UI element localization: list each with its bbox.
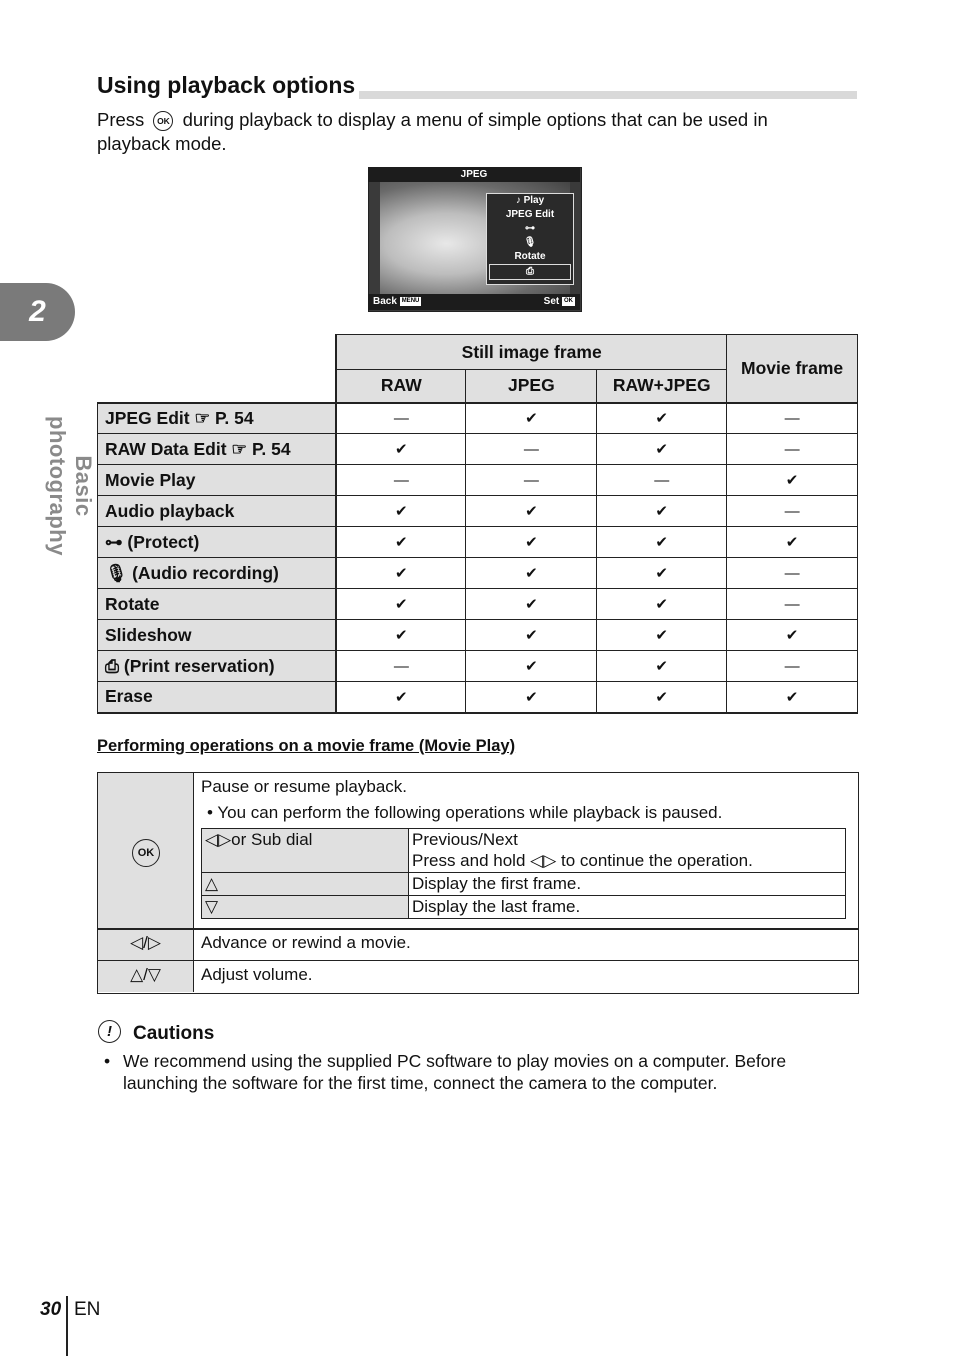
page-title: Using playback options bbox=[97, 72, 359, 99]
row-label: Erase bbox=[98, 682, 337, 713]
dash-cell: — bbox=[727, 434, 858, 465]
screen-back: Back MENU bbox=[373, 296, 420, 307]
header-raw: RAW bbox=[336, 370, 466, 403]
intro-paragraph bbox=[97, 108, 837, 156]
check-icon: ✔ bbox=[466, 403, 597, 434]
mic-icon: 🎙 bbox=[523, 237, 537, 248]
inner-key-lr: ◁▷or Sub dial bbox=[202, 829, 409, 873]
table-row bbox=[98, 620, 858, 651]
dash-cell: — bbox=[727, 558, 858, 589]
check-icon: ✔ bbox=[597, 434, 727, 465]
chapter-label: Basic photography bbox=[45, 416, 96, 556]
lr-description: Advance or rewind a movie. bbox=[201, 933, 411, 952]
dash-cell: — bbox=[727, 651, 858, 682]
divider bbox=[97, 960, 858, 961]
check-icon: ✔ bbox=[597, 682, 727, 713]
dash-cell: — bbox=[466, 434, 597, 465]
inner-value-up: Display the first frame. bbox=[409, 873, 846, 896]
check-icon: ✔ bbox=[336, 589, 466, 620]
check-icon: ✔ bbox=[597, 558, 727, 589]
check-icon: ✔ bbox=[336, 558, 466, 589]
check-icon: ✔ bbox=[727, 465, 858, 496]
check-icon: ✔ bbox=[466, 527, 597, 558]
row-label: RAW Data Edit ☞ P. 54 bbox=[98, 434, 337, 465]
table-row bbox=[98, 651, 858, 682]
ok-button-icon: OK bbox=[132, 839, 160, 867]
intro-after: during playback to display a menu of simple options that can be used in playback mode. bbox=[97, 109, 768, 154]
check-icon: ✔ bbox=[466, 682, 597, 713]
page-language: EN bbox=[74, 1299, 101, 1320]
row-label: ⊶ (Protect) bbox=[98, 527, 337, 558]
paused-operations-table bbox=[201, 828, 846, 919]
playback-options-table bbox=[97, 334, 858, 714]
check-icon: ✔ bbox=[597, 651, 727, 682]
inner-value-down: Display the last frame. bbox=[409, 896, 846, 919]
screen-menu-jpeg-edit: JPEG Edit bbox=[505, 209, 555, 220]
key-icon: ⊶ bbox=[525, 223, 535, 234]
table-row bbox=[98, 403, 858, 434]
check-icon: ✔ bbox=[727, 620, 858, 651]
divider bbox=[97, 928, 858, 930]
ok-bullet: • You can perform the following operations while playback is paused. bbox=[207, 803, 723, 822]
check-icon: ✔ bbox=[597, 496, 727, 527]
check-icon: ✔ bbox=[336, 527, 466, 558]
print-icon: ⎙ bbox=[489, 264, 571, 280]
check-icon: ✔ bbox=[466, 651, 597, 682]
inner-key-up: △ bbox=[202, 873, 409, 896]
row-label: ⎙ (Print reservation) bbox=[98, 651, 337, 682]
inner-value-lr: Previous/Next Press and hold ◁▷ to continue the operation. bbox=[409, 829, 846, 873]
row-label: Rotate bbox=[98, 589, 337, 620]
ok-description: Pause or resume playback. bbox=[201, 777, 407, 796]
caution-title: Cautions bbox=[133, 1023, 215, 1044]
screen-menu-play: ♪ Play bbox=[515, 195, 545, 206]
check-icon: ✔ bbox=[727, 682, 858, 713]
check-icon: ✔ bbox=[466, 558, 597, 589]
ud-description: Adjust volume. bbox=[201, 965, 313, 984]
table-row bbox=[98, 465, 858, 496]
inner-key-down: ▽ bbox=[202, 896, 409, 919]
up-down-arrows-icon: △/▽ bbox=[130, 965, 161, 984]
table-row bbox=[98, 496, 858, 527]
row-label: Movie Play bbox=[98, 465, 337, 496]
dash-cell: — bbox=[597, 465, 727, 496]
check-icon: ✔ bbox=[336, 496, 466, 527]
caution-text: • We recommend using the supplied PC software to play movies on a computer. Before launching the software for the first time, connect the camera to the computer. bbox=[104, 1051, 787, 1093]
check-icon: ✔ bbox=[336, 620, 466, 651]
table-row bbox=[98, 527, 858, 558]
dash-cell: — bbox=[466, 465, 597, 496]
header-raw-jpeg: RAW+JPEG bbox=[597, 370, 727, 403]
check-icon: ✔ bbox=[727, 527, 858, 558]
check-icon: ✔ bbox=[597, 527, 727, 558]
left-right-arrows-icon: ◁/▷ bbox=[130, 933, 161, 952]
screen-set: Set OK bbox=[543, 296, 573, 307]
row-label: 🎙 (Audio recording) bbox=[98, 558, 337, 589]
movie-play-heading: Performing operations on a movie frame (Movie Play) bbox=[97, 737, 516, 755]
header-still-image: Still image frame bbox=[336, 335, 727, 370]
screen-menu-rotate: Rotate bbox=[514, 251, 546, 262]
header-jpeg: JPEG bbox=[466, 370, 597, 403]
table-row bbox=[98, 434, 858, 465]
dash-cell: — bbox=[727, 403, 858, 434]
table-row bbox=[98, 589, 858, 620]
check-icon: ✔ bbox=[466, 589, 597, 620]
check-icon: ✔ bbox=[597, 620, 727, 651]
dash-cell: — bbox=[727, 589, 858, 620]
caution-icon: ! bbox=[98, 1020, 121, 1043]
check-icon: ✔ bbox=[597, 403, 727, 434]
check-icon: ✔ bbox=[466, 620, 597, 651]
check-icon: ✔ bbox=[336, 434, 466, 465]
check-icon: ✔ bbox=[466, 496, 597, 527]
footer-divider bbox=[66, 1296, 68, 1356]
row-label: JPEG Edit ☞ P. 54 bbox=[98, 403, 337, 434]
dash-cell: — bbox=[336, 651, 466, 682]
screen-top-label: JPEG bbox=[368, 167, 580, 182]
page-number: 30 bbox=[40, 1299, 62, 1320]
check-icon: ✔ bbox=[597, 589, 727, 620]
check-icon: ✔ bbox=[336, 682, 466, 713]
dash-cell: — bbox=[727, 496, 858, 527]
header-movie-frame: Movie frame bbox=[727, 335, 858, 403]
intro-before: Press bbox=[97, 109, 145, 130]
dash-cell: — bbox=[336, 465, 466, 496]
screen-menu bbox=[486, 193, 574, 285]
chapter-number: 2 bbox=[29, 295, 46, 328]
screen-bottom-bar bbox=[368, 294, 580, 310]
dash-cell: — bbox=[336, 403, 466, 434]
table-row bbox=[98, 558, 858, 589]
row-label: Slideshow bbox=[98, 620, 337, 651]
table-row bbox=[98, 682, 858, 713]
ok-button-icon: OK bbox=[153, 111, 173, 131]
row-label: Audio playback bbox=[98, 496, 337, 527]
